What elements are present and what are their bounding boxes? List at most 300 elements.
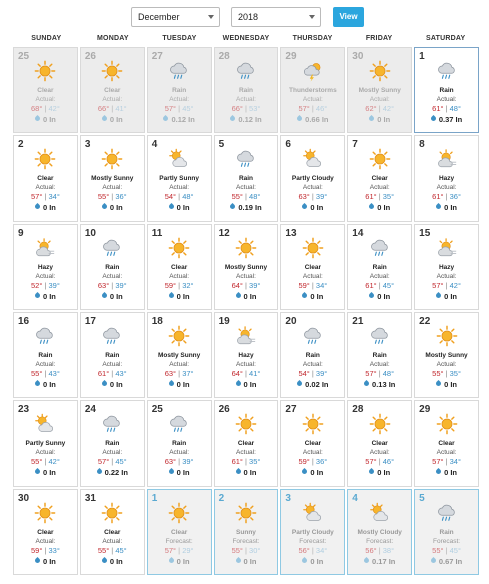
low-temp: 42° [382, 104, 395, 113]
day-cell[interactable] [80, 47, 145, 133]
temperature-range [215, 104, 278, 113]
day-cell[interactable] [147, 47, 212, 133]
day-cell[interactable] [13, 47, 78, 133]
precipitation-value: 0 In [243, 468, 257, 478]
condition-label: Rain [238, 175, 254, 183]
temperature-range [348, 457, 411, 466]
low-temp: 42° [449, 280, 461, 290]
rain-cloud-icon [369, 237, 391, 259]
day-cell[interactable] [80, 135, 145, 221]
view-button[interactable]: View [333, 7, 364, 27]
low-temp: 42° [48, 104, 60, 113]
report-kind: Actual: [369, 449, 390, 457]
precipitation-value: 0 In [109, 291, 123, 301]
temp-separator: | [109, 104, 116, 113]
high-temp: 61° [231, 457, 243, 467]
temp-separator: | [309, 280, 316, 290]
low-temp: 45° [449, 545, 461, 555]
report-kind: Actual: [102, 272, 123, 280]
low-temp: 36° [115, 192, 127, 202]
temperature-range [415, 546, 478, 555]
condition-label: Rain [238, 87, 254, 94]
raindrop-icon [301, 203, 308, 210]
sun-icon [168, 502, 190, 524]
precipitation-value: 0 In [243, 291, 257, 301]
day-cell[interactable] [147, 489, 212, 575]
condition-label: Rain [172, 87, 187, 94]
temperature-range [215, 192, 278, 201]
precipitation-value: 0.37 In [438, 115, 463, 124]
raindrop-icon [34, 557, 41, 564]
day-cell[interactable] [147, 135, 212, 221]
day-cell[interactable] [414, 312, 479, 398]
low-temp: 39° [48, 280, 60, 290]
report-kind: Actual: [169, 184, 190, 192]
day-cell[interactable] [280, 312, 345, 398]
day-number: 11 [151, 227, 163, 239]
temp-separator: | [242, 369, 250, 378]
report-kind: Actual: [102, 537, 123, 545]
low-temp: 38° [382, 545, 395, 555]
day-cell[interactable] [80, 224, 145, 310]
day-cell[interactable] [347, 489, 412, 575]
raindrop-icon [363, 380, 370, 387]
condition-label: Rain [439, 87, 454, 94]
thunderstorm-icon [302, 60, 324, 82]
report-kind: Actual: [102, 96, 123, 103]
temperature-range [415, 104, 478, 113]
report-kind: Actual: [102, 361, 123, 368]
precipitation [281, 203, 344, 212]
day-number: 26 [84, 51, 96, 62]
rain-cloud-icon [34, 325, 56, 347]
day-number: 21 [352, 316, 364, 327]
temperature-range [215, 369, 278, 378]
day-cell[interactable] [80, 489, 145, 575]
high-temp: 52° [31, 280, 43, 290]
raindrop-icon [368, 115, 375, 122]
raindrop-icon [168, 203, 175, 210]
raindrop-icon [168, 292, 175, 299]
temp-separator: | [42, 457, 49, 467]
low-temp: 53° [249, 104, 261, 113]
low-temp: 36° [315, 457, 328, 467]
condition-label: Rain [105, 440, 120, 448]
precipitation-value: 0 In [176, 291, 190, 301]
precipitation-value: 0.19 In [238, 203, 262, 213]
high-temp: 61° [432, 192, 444, 202]
report-kind: Actual: [236, 184, 256, 192]
temperature-range [348, 192, 411, 201]
day-number: 28 [352, 404, 364, 416]
condition-label: Sunny [236, 528, 256, 536]
day-number: 1 [151, 492, 158, 504]
temp-separator: | [109, 457, 116, 467]
temperature-range [14, 369, 77, 378]
temp-separator: | [309, 192, 316, 202]
precipitation [281, 468, 344, 477]
day-number: 16 [18, 316, 30, 327]
condition-label: Clear [104, 87, 121, 94]
report-kind: Actual: [369, 184, 390, 192]
low-temp: 41° [249, 369, 261, 378]
rain-cloud-icon [168, 413, 190, 435]
day-number: 12 [218, 227, 230, 239]
precipitation [281, 380, 344, 389]
day-number: 2 [18, 139, 24, 151]
high-temp: 61° [365, 280, 377, 290]
day-cell[interactable] [214, 489, 279, 575]
report-kind: Actual: [369, 96, 390, 103]
sun-icon [235, 237, 257, 259]
day-cell[interactable] [80, 312, 145, 398]
high-temp: 62° [365, 104, 377, 113]
high-temp: 56° [298, 545, 310, 555]
precipitation-value: 0 In [377, 291, 391, 301]
report-kind: Actual: [35, 537, 56, 545]
condition-label: Partly Cloudy [291, 175, 334, 183]
precipitation [14, 468, 77, 477]
temperature-range [415, 369, 478, 378]
report-kind: Forecast: [433, 537, 461, 545]
raindrop-icon [168, 468, 175, 475]
high-temp: 55° [231, 192, 243, 202]
raindrop-icon [301, 292, 308, 299]
day-number: 3 [285, 492, 291, 504]
sun-icon [369, 413, 391, 435]
precipitation [14, 292, 77, 301]
day-cell[interactable] [13, 312, 78, 398]
precipitation [81, 115, 144, 124]
precipitation [215, 468, 278, 477]
precipitation [148, 468, 211, 477]
temp-separator: | [376, 545, 383, 555]
high-temp: 63° [164, 457, 177, 467]
day-number: 3 [84, 139, 91, 151]
day-number: 27 [151, 51, 163, 62]
day-number: 7 [352, 139, 358, 151]
day-cell[interactable] [347, 135, 412, 221]
precipitation-value: 0 In [310, 291, 324, 301]
temperature-range [148, 457, 211, 466]
year-select-value: 2018 [238, 12, 259, 22]
year-select[interactable] [231, 7, 321, 27]
condition-label: Mostly Sunny [358, 87, 401, 94]
day-cell[interactable] [13, 400, 78, 486]
high-temp: 55° [97, 545, 110, 555]
day-number: 25 [18, 51, 30, 62]
day-cell[interactable] [347, 312, 412, 398]
day-number: 22 [419, 316, 431, 327]
precipitation [215, 292, 278, 301]
day-cell[interactable] [347, 224, 412, 310]
day-cell[interactable] [147, 312, 212, 398]
day-cell[interactable] [414, 400, 479, 486]
temperature-range [215, 457, 278, 466]
temperature-range [348, 281, 411, 290]
report-kind: Forecast: [299, 537, 327, 545]
precipitation-value: 0.22 In [104, 468, 128, 478]
temperature-range [281, 546, 344, 555]
precipitation-value: 0.02 In [305, 380, 329, 389]
day-cell[interactable] [414, 224, 479, 310]
weekday-wednesday: WEDNESDAY [222, 35, 270, 42]
high-temp: 55° [31, 369, 43, 378]
raindrop-icon [34, 380, 41, 387]
precipitation-value: 0 In [42, 380, 56, 389]
sun-icon [101, 148, 123, 170]
condition-label: Rain [105, 263, 120, 271]
precipitation [415, 115, 478, 124]
report-kind: Actual: [436, 361, 457, 368]
day-number: 26 [218, 404, 230, 416]
precipitation [281, 557, 344, 566]
day-cell[interactable] [414, 47, 479, 133]
report-kind: Actual: [35, 272, 56, 280]
report-kind: Forecast: [232, 537, 260, 545]
temperature-range [215, 546, 278, 555]
high-temp: 57° [164, 545, 177, 555]
temp-separator: | [42, 192, 49, 202]
precipitation [215, 203, 278, 212]
low-temp: 45° [382, 280, 395, 290]
day-number: 23 [18, 404, 30, 416]
temperature-range [348, 104, 411, 113]
temp-separator: | [109, 192, 116, 202]
raindrop-icon [296, 115, 303, 122]
day-cell[interactable] [147, 400, 212, 486]
raindrop-icon [168, 380, 175, 387]
condition-label: Clear [371, 175, 388, 183]
day-number: 31 [84, 492, 96, 504]
partly-cloudy-icon [34, 413, 56, 435]
day-number: 14 [352, 227, 364, 239]
low-temp: 39° [182, 457, 194, 467]
report-kind: Actual: [302, 449, 323, 457]
condition-label: Hazy [238, 352, 254, 359]
day-number: 29 [285, 51, 297, 62]
precipitation [415, 557, 478, 566]
report-kind: Actual: [436, 449, 457, 457]
partly-cloudy-icon [369, 502, 391, 524]
precipitation-value: 0 In [377, 203, 391, 213]
low-temp: 37° [182, 369, 194, 378]
temperature-range [215, 281, 278, 290]
rain-cloud-icon [235, 148, 257, 170]
report-kind: Actual: [436, 272, 457, 280]
temp-separator: | [309, 457, 316, 467]
temp-separator: | [242, 104, 250, 113]
weekday-monday: MONDAY [97, 35, 129, 42]
condition-label: Clear [371, 440, 388, 448]
day-cell[interactable] [280, 489, 345, 575]
sun-icon [168, 325, 190, 347]
report-kind: Actual: [169, 96, 190, 103]
day-cell[interactable] [214, 400, 279, 486]
temp-separator: | [176, 545, 183, 555]
precipitation-value: 0 In [42, 291, 56, 301]
day-number: 29 [419, 404, 431, 416]
sun-icon [34, 148, 56, 170]
day-cell[interactable] [280, 400, 345, 486]
temp-separator: | [176, 457, 183, 467]
toolbar [0, 7, 489, 29]
day-cell[interactable] [214, 312, 279, 398]
condition-label: Rain [372, 263, 387, 271]
temp-separator: | [42, 280, 49, 290]
chevron-down-icon [309, 15, 315, 19]
low-temp: 29° [182, 545, 194, 555]
high-temp: 55° [231, 545, 243, 555]
temperature-range [415, 281, 478, 290]
month-select[interactable] [131, 7, 220, 27]
temp-separator: | [42, 545, 49, 555]
precipitation-value: 0 In [444, 468, 458, 478]
day-cell[interactable] [214, 135, 279, 221]
temp-separator: | [443, 545, 450, 555]
raindrop-icon [34, 292, 41, 299]
day-cell[interactable] [280, 224, 345, 310]
precipitation [281, 115, 344, 124]
rain-cloud-icon [302, 325, 324, 347]
rain-cloud-icon [101, 413, 123, 435]
day-cell[interactable] [414, 489, 479, 575]
precipitation [415, 468, 478, 477]
high-temp: 57° [432, 280, 444, 290]
raindrop-icon [101, 557, 108, 564]
day-cell[interactable] [280, 47, 345, 133]
condition-label: Rain [38, 352, 53, 359]
temperature-range [348, 546, 411, 555]
precipitation-value: 0 In [243, 556, 257, 566]
report-kind: Forecast: [366, 537, 394, 545]
sun-icon [436, 413, 458, 435]
day-cell[interactable] [280, 135, 345, 221]
precipitation [148, 203, 211, 212]
low-temp: 42° [48, 457, 60, 467]
condition-label: Clear [171, 263, 188, 271]
precipitation-value: 0 In [109, 115, 123, 124]
condition-label: Mostly Sunny [224, 263, 268, 271]
precipitation [14, 557, 77, 566]
precipitation-value: 0 In [176, 380, 190, 389]
precipitation [215, 115, 278, 124]
temp-separator: | [443, 369, 450, 378]
raindrop-icon [234, 557, 241, 564]
day-cell[interactable] [414, 135, 479, 221]
high-temp: 59° [298, 280, 310, 290]
condition-label: Partly Sunny [25, 440, 66, 448]
temp-separator: | [443, 192, 450, 202]
high-temp: 56° [365, 545, 377, 555]
day-cell[interactable] [347, 400, 412, 486]
raindrop-icon [368, 468, 375, 475]
temp-separator: | [242, 192, 250, 202]
day-cell[interactable] [13, 489, 78, 575]
sun-icon [34, 502, 56, 524]
high-temp: 57° [365, 457, 377, 467]
precipitation [81, 557, 144, 566]
report-kind: Actual: [302, 272, 323, 280]
report-kind: Actual: [236, 272, 256, 280]
condition-label: Clear [237, 440, 255, 448]
raindrop-icon [430, 115, 437, 122]
precipitation [348, 292, 411, 301]
precipitation-value: 0 In [176, 468, 190, 478]
raindrop-icon [234, 292, 241, 299]
high-temp: 55° [97, 192, 110, 202]
low-temp: 48° [382, 369, 395, 378]
precipitation [81, 468, 144, 477]
precipitation-value: 0.67 In [438, 556, 463, 566]
sun-icon [235, 413, 257, 435]
day-cell[interactable] [80, 400, 145, 486]
day-number: 1 [419, 51, 425, 62]
day-cell[interactable] [13, 224, 78, 310]
temperature-range [81, 104, 144, 113]
day-number: 27 [285, 404, 297, 416]
high-temp: 66° [231, 104, 243, 113]
temperature-range [81, 457, 144, 466]
precipitation-value: 0 In [444, 291, 458, 301]
high-temp: 55° [31, 457, 43, 467]
temp-separator: | [176, 369, 183, 378]
low-temp: 46° [315, 104, 328, 113]
weekday-header [13, 32, 479, 46]
chevron-down-icon [208, 15, 214, 19]
weekday-thursday: THURSDAY [292, 35, 333, 42]
low-temp: 32° [182, 280, 194, 290]
precipitation-value: 0 In [310, 556, 324, 566]
day-cell[interactable] [13, 135, 78, 221]
day-cell[interactable] [214, 47, 279, 133]
condition-label: Hazy [438, 175, 455, 183]
high-temp: 57° [365, 369, 377, 378]
precipitation-value: 0 In [377, 468, 391, 478]
temperature-range [81, 546, 144, 555]
precipitation [348, 115, 411, 124]
raindrop-icon [301, 468, 308, 475]
raindrop-icon [101, 292, 108, 299]
high-temp: 64° [231, 280, 243, 290]
temperature-range [148, 281, 211, 290]
partly-cloudy-icon [302, 502, 324, 524]
raindrop-icon [229, 115, 236, 122]
report-kind: Actual: [35, 96, 56, 103]
report-kind: Actual: [302, 361, 323, 368]
precipitation [281, 292, 344, 301]
rain-cloud-icon [369, 325, 391, 347]
temp-separator: | [42, 104, 49, 113]
sun-icon [302, 237, 324, 259]
condition-label: Clear [37, 528, 54, 536]
high-temp: 61° [97, 369, 110, 378]
report-kind: Actual: [236, 96, 256, 103]
day-cell[interactable] [147, 224, 212, 310]
raindrop-icon [435, 203, 442, 210]
raindrop-icon [363, 557, 370, 564]
raindrop-icon [368, 203, 375, 210]
rain-cloud-icon [436, 60, 458, 82]
low-temp: 35° [249, 457, 261, 467]
low-temp: 45° [115, 545, 127, 555]
raindrop-icon [101, 203, 108, 210]
day-cell[interactable] [347, 47, 412, 133]
low-temp: 48° [249, 192, 261, 202]
day-cell[interactable] [214, 224, 279, 310]
precipitation [415, 380, 478, 389]
day-number: 15 [419, 227, 431, 239]
